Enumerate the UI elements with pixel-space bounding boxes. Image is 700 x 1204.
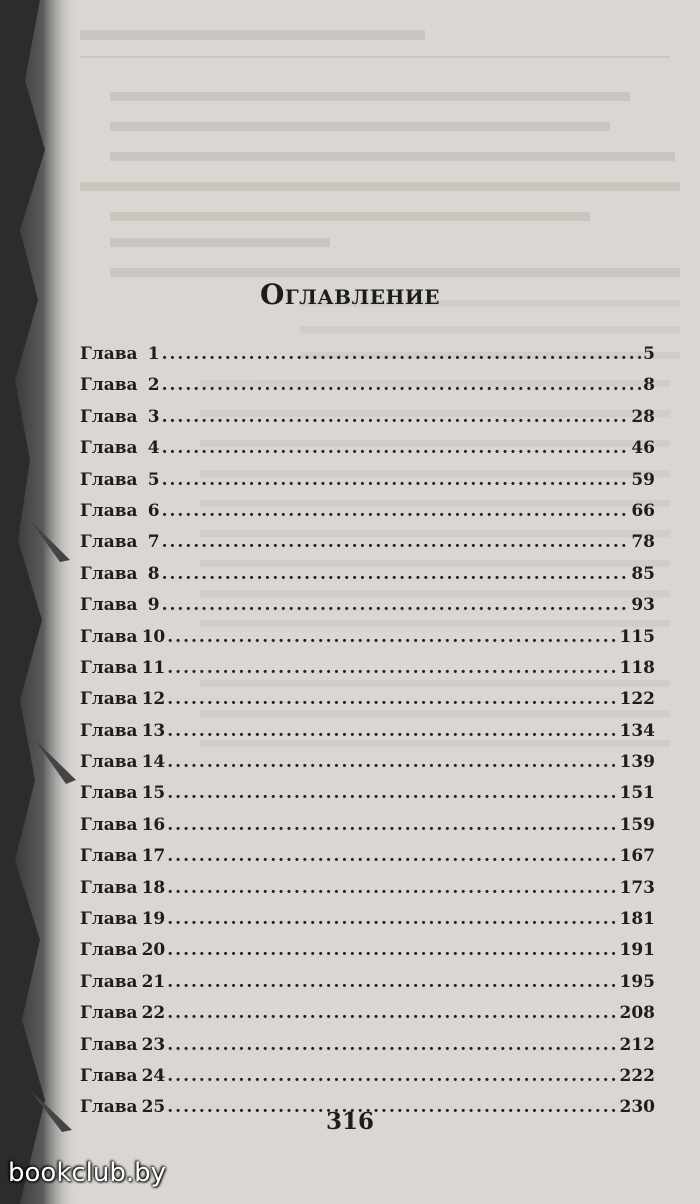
toc-entry-label: Глава <box>80 846 138 867</box>
toc-entry-number: 5 <box>147 469 160 490</box>
toc-dot-leader <box>167 1003 617 1023</box>
toc-entry-number: 18 <box>141 877 166 898</box>
toc-entry-label: Глава <box>80 500 138 521</box>
toc-entry <box>80 501 655 532</box>
toc-entry-page: 181 <box>619 909 655 930</box>
toc-dot-leader <box>162 407 630 427</box>
toc-dot-leader <box>162 344 642 364</box>
toc-entry-label: Глава <box>80 438 138 459</box>
toc-entry-number: 16 <box>141 814 166 835</box>
toc-dot-leader <box>162 501 630 521</box>
toc-entry-number: 24 <box>141 1065 166 1086</box>
toc-entry <box>80 407 655 438</box>
toc-entry-page: 122 <box>619 689 655 710</box>
toc-entry <box>80 689 655 720</box>
toc-entry-page: 134 <box>619 720 655 741</box>
toc-dot-leader <box>167 752 617 772</box>
toc-entry <box>80 783 655 814</box>
toc-entry-label: Глава <box>80 814 138 835</box>
toc-entry <box>80 470 655 501</box>
toc-entry <box>80 532 655 563</box>
toc-entry-number: 3 <box>147 406 160 427</box>
toc-entry-page: 78 <box>631 532 655 553</box>
toc-entry-label: Глава <box>80 563 138 584</box>
watermark: bookclub.by <box>8 1158 167 1188</box>
toc-dot-leader <box>167 815 617 835</box>
toc-entry-label: Глава <box>80 1097 138 1118</box>
toc-entry <box>80 1003 655 1034</box>
toc-entry <box>80 375 655 406</box>
toc-entry-number: 14 <box>141 752 166 773</box>
toc-entry-number: 12 <box>141 689 166 710</box>
toc-entry-page: 5 <box>643 344 655 364</box>
toc-entry-label: Глава <box>80 689 138 710</box>
toc-entry-label: Глава <box>80 1034 138 1055</box>
toc-entry-page: 139 <box>619 752 655 773</box>
toc-entry-label: Глава <box>80 626 138 647</box>
toc-entry-label: Глава <box>80 940 138 961</box>
toc-entry-number: 19 <box>141 909 166 930</box>
toc-dot-leader <box>167 627 617 647</box>
toc-entry-number: 20 <box>141 940 166 961</box>
toc-dot-leader <box>167 658 617 678</box>
toc-entry-page: 46 <box>631 438 655 459</box>
toc-entry <box>80 627 655 658</box>
toc-dot-leader <box>167 878 617 898</box>
toc-entry-number: 17 <box>141 846 166 867</box>
toc-entry <box>80 752 655 783</box>
toc-entry-number: 23 <box>141 1034 166 1055</box>
toc-entry-label: Глава <box>80 752 138 773</box>
toc-entry-number: 25 <box>141 1097 166 1118</box>
toc-entry-label: Глава <box>80 909 138 930</box>
toc-entry-number: 21 <box>141 971 166 992</box>
toc-entry <box>80 564 655 595</box>
toc-entry <box>80 344 655 375</box>
toc-entry-page: 208 <box>619 1003 655 1024</box>
toc-entry-number: 6 <box>147 500 160 521</box>
toc-entry <box>80 815 655 846</box>
toc-entry <box>80 438 655 469</box>
toc-entry-page: 222 <box>619 1065 655 1086</box>
toc-entry-number: 15 <box>141 783 166 804</box>
toc-dot-leader <box>167 846 617 866</box>
toc-entry-page: 173 <box>619 877 655 898</box>
toc-entry <box>80 846 655 877</box>
toc-entry <box>80 595 655 626</box>
toc-entry-label: Глава <box>80 375 138 396</box>
toc-entry-number: 13 <box>141 720 166 741</box>
toc-entry-number: 10 <box>141 626 166 647</box>
toc-dot-leader <box>162 595 630 615</box>
toc-entry-number: 22 <box>141 1003 166 1024</box>
toc-entry-page: 118 <box>619 657 655 678</box>
toc-entry-number: 9 <box>147 595 160 616</box>
toc-entry-number: 8 <box>147 563 160 584</box>
toc-entry <box>80 909 655 940</box>
toc-entry-page: 167 <box>619 846 655 867</box>
toc-dot-leader <box>167 1066 617 1086</box>
toc-entry-label: Глава <box>80 783 138 804</box>
toc-entry-page: 151 <box>619 783 655 804</box>
toc-entry <box>80 940 655 971</box>
toc-entry-page: 59 <box>631 469 655 490</box>
toc-title: Оглавление <box>259 278 441 311</box>
toc-entry-label: Глава <box>80 595 138 616</box>
toc-entry-page: 195 <box>619 971 655 992</box>
toc-entry-number: 7 <box>147 532 160 553</box>
toc-entry-page: 159 <box>619 814 655 835</box>
toc-entry-number: 4 <box>147 438 160 459</box>
toc-entry-page: 66 <box>631 500 655 521</box>
toc-entry-page: 85 <box>631 563 655 584</box>
page-number: 316 <box>325 1108 374 1135</box>
toc-entry-number: 2 <box>147 375 160 396</box>
toc-entry-label: Глава <box>80 971 138 992</box>
toc-entry-label: Глава <box>80 469 138 490</box>
toc-entry-label: Глава <box>80 720 138 741</box>
toc-dot-leader <box>167 972 617 992</box>
toc-entry-page: 191 <box>619 940 655 961</box>
toc-entry-label: Глава <box>80 344 138 364</box>
toc-entry <box>80 972 655 1003</box>
toc-entry-page: 93 <box>631 595 655 616</box>
toc-dot-leader <box>167 909 617 929</box>
page-edge-shadow <box>0 0 78 1204</box>
toc-entry <box>80 878 655 909</box>
toc-dot-leader <box>162 564 630 584</box>
toc-entry-label: Глава <box>80 877 138 898</box>
toc-entry-page: 230 <box>619 1097 655 1118</box>
toc-entry <box>80 1066 655 1097</box>
toc-entry <box>80 721 655 752</box>
table-of-contents <box>80 344 655 1129</box>
toc-entry-page: 212 <box>619 1034 655 1055</box>
toc-entry-number: 11 <box>141 657 166 678</box>
toc-entry <box>80 658 655 689</box>
toc-entry-label: Глава <box>80 657 138 678</box>
toc-dot-leader <box>162 470 630 490</box>
toc-dot-leader <box>162 375 642 395</box>
toc-entry-page: 115 <box>619 626 655 647</box>
toc-dot-leader <box>167 940 617 960</box>
toc-dot-leader <box>162 532 630 552</box>
toc-entry <box>80 1035 655 1066</box>
toc-entry-page: 8 <box>643 375 655 396</box>
toc-entry-label: Глава <box>80 1003 138 1024</box>
toc-entry-label: Глава <box>80 406 138 427</box>
toc-dot-leader <box>162 438 630 458</box>
toc-entry-page: 28 <box>631 406 655 427</box>
toc-dot-leader <box>167 783 617 803</box>
toc-entry-number: 1 <box>147 344 160 364</box>
toc-dot-leader <box>167 689 617 709</box>
toc-dot-leader <box>167 1035 617 1055</box>
toc-dot-leader <box>167 721 617 741</box>
toc-entry-label: Глава <box>80 1065 138 1086</box>
toc-entry-label: Глава <box>80 532 138 553</box>
